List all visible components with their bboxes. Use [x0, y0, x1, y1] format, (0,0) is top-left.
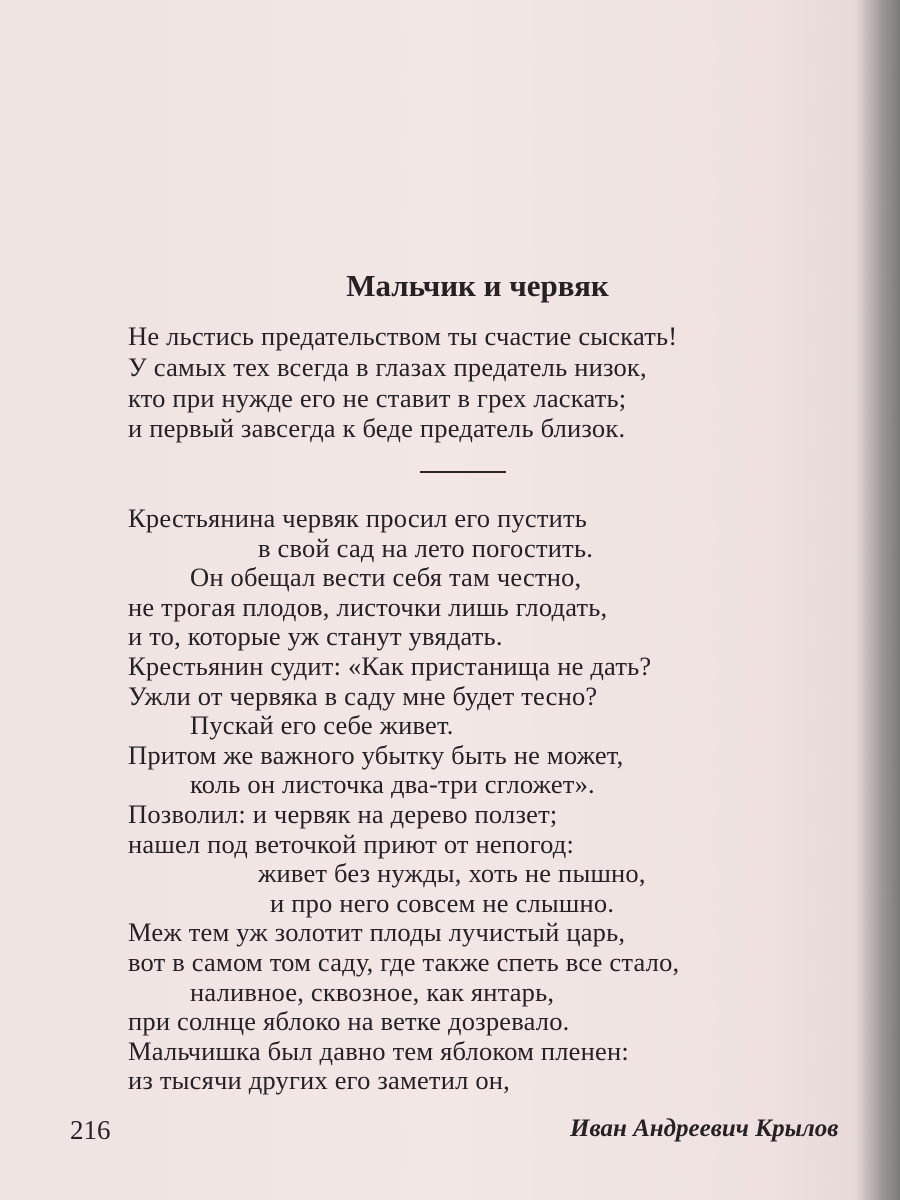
poem-line: нашел под веточкой приют от непогод:	[128, 829, 575, 859]
poem-line: Ужли от червяка в саду мне будет тесно?	[128, 681, 598, 711]
poem-line: наливное, сквозное, как янтарь,	[190, 977, 555, 1007]
poem-line: коль он листочка два-три сгложет».	[190, 769, 595, 799]
section-divider	[420, 471, 506, 473]
poem-line: и то, которые уж станут увядать.	[128, 621, 503, 651]
poem-line: живет без нужды, хоть не пышно,	[258, 858, 646, 888]
poem-line: Крестьянина червяк просил его пустить	[128, 503, 588, 533]
poem-line: Позволил: и червяк на дерево ползет;	[128, 799, 558, 829]
poem-line: вот в самом том саду, где также спеть все стало,	[128, 947, 680, 977]
poem-line: при солнце яблоко на ветке дозревало.	[128, 1006, 570, 1036]
page-number: 216	[70, 1115, 111, 1145]
poem-line: в свой сад на лето погостить.	[258, 533, 594, 563]
running-footer-author: Иван Андреевич Крылов	[570, 1115, 839, 1142]
poem-line: Притом же важного убытку быть не может,	[128, 740, 624, 770]
poem-title: Мальчик и червяк	[346, 268, 609, 303]
poem-line: не трогая плодов, листочки лишь глодать,	[128, 592, 608, 622]
poem-line: Он обещал вести себя там честно,	[190, 562, 582, 592]
epigraph-line: Не льстись предательством ты счастие сыскать!	[128, 321, 678, 351]
poem-line: и про него совсем не слышно.	[270, 888, 615, 918]
poem-line: Мальчишка был давно тем яблоком пленен:	[128, 1036, 629, 1066]
epigraph-line: У самых тех всегда в глазах предатель низок,	[128, 352, 647, 382]
epigraph-line: кто при нужде его не ставит в грех ласкать;	[128, 383, 627, 413]
poem-line: Крестьянин судит: «Как пристанища не дать?	[128, 651, 652, 681]
epigraph-line: и первый завсегда к беде предатель близок.	[128, 413, 626, 443]
poem-line: из тысячи других его заметил он,	[128, 1065, 510, 1095]
poem-line: Пускай его себе живет.	[190, 710, 454, 740]
poem-line: Меж тем уж золотит плоды лучистый царь,	[128, 917, 626, 947]
